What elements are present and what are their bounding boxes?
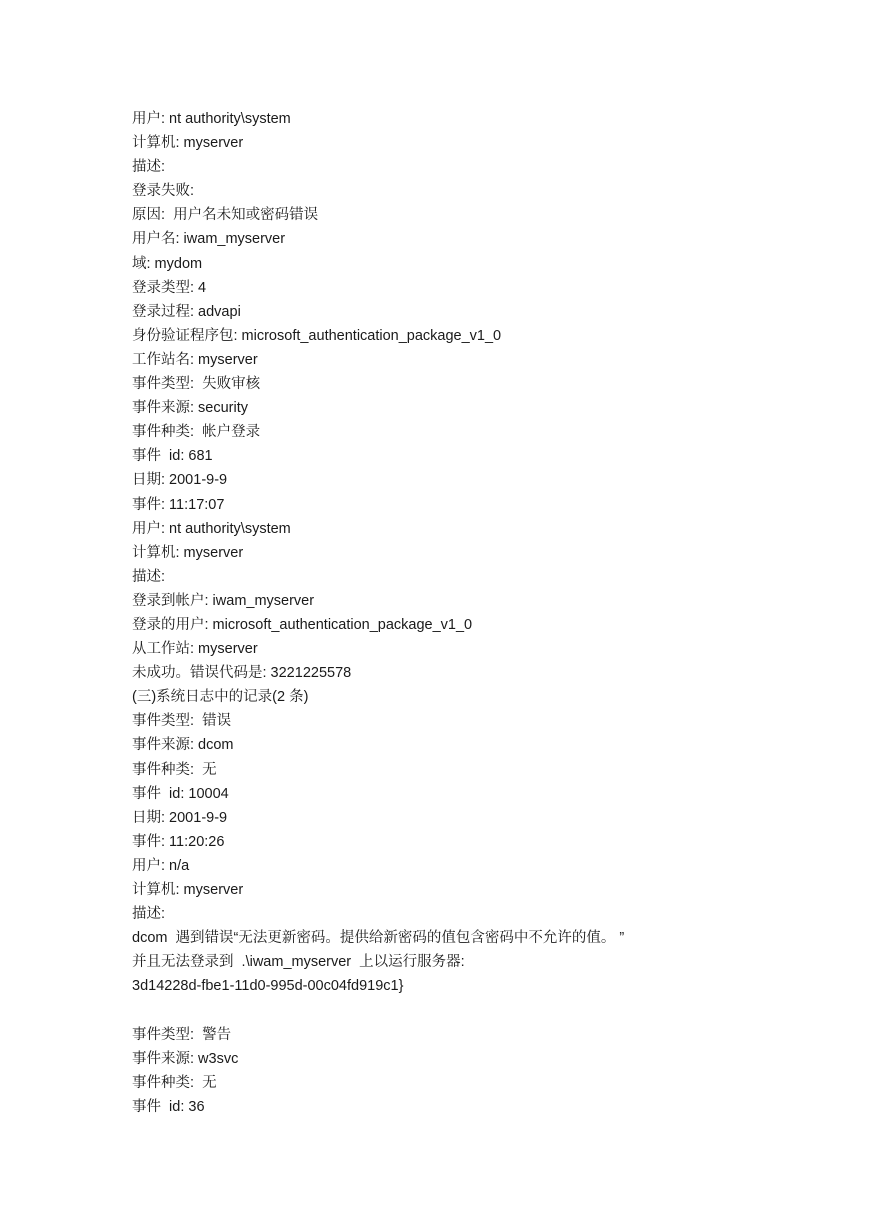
text-line: 事件来源: dcom xyxy=(132,737,234,754)
text-line: 用户名: iwam_myserver xyxy=(132,231,286,248)
section-heading: (三)系统日志中的记录(2 条) xyxy=(132,689,309,706)
text-line: 从工作站: myserver xyxy=(132,641,258,658)
text-line: 用户: nt authority\system xyxy=(132,520,291,537)
text-line: 并且无法登录到 .\iwam_myserver 上以运行服务器: xyxy=(132,954,465,971)
text-line: 未成功。错误代码是: 3221225578 xyxy=(132,665,352,682)
text-line: 事件来源: w3svc xyxy=(132,1050,239,1067)
text-line: 事件来源: security xyxy=(132,400,249,417)
text-line: 事件种类: 无 xyxy=(132,761,217,778)
text-line: 事件种类: 无 xyxy=(132,1074,217,1091)
text-line: 用户: n/a xyxy=(132,857,190,874)
text-line: 事件类型: 警告 xyxy=(132,1026,232,1043)
text-line: 原因: 用户名未知或密码错误 xyxy=(132,207,319,224)
text-line: 事件: 11:20:26 xyxy=(132,833,225,850)
text-line: 事件 id: 10004 xyxy=(132,785,229,802)
text-line: 登录到帐户: iwam_myserver xyxy=(132,592,315,609)
text-line: dcom 遇到错误“无法更新密码。提供给新密码的值包含密码中不允许的值。 ” xyxy=(132,930,625,947)
text-line: 事件 id: 681 xyxy=(132,448,213,465)
text-line: 用户: nt authority\system xyxy=(132,111,291,127)
text-line: 日期: 2001-9-9 xyxy=(132,809,228,826)
text-line: 事件类型: 失败审核 xyxy=(132,376,261,393)
text-line: 登录过程: advapi xyxy=(132,303,241,320)
text-line: 计算机: myserver xyxy=(132,135,244,152)
text-line: 登录失败: xyxy=(132,183,195,200)
text-line: 身份验证程序包: microsoft_authentication_package_v1_0 xyxy=(132,327,502,344)
text-line: 事件类型: 错误 xyxy=(132,713,232,730)
text-line: 工作站名: myserver xyxy=(132,351,258,368)
text-line: 日期: 2001-9-9 xyxy=(132,472,228,489)
document-body xyxy=(132,107,832,1119)
text-line: 计算机: myserver xyxy=(132,544,244,561)
text-line: 登录的用户: microsoft_authentication_package_v1_0 xyxy=(132,616,473,633)
text-line: 描述: xyxy=(132,568,166,585)
text-line: 描述: xyxy=(132,906,166,923)
text-line: 登录类型: 4 xyxy=(132,279,207,296)
text-line: 域: mydom xyxy=(132,255,203,272)
text-line: 3d14228d-fbe1-11d0-995d-00c04fd919c1} xyxy=(132,978,404,995)
text-line: 事件 id: 36 xyxy=(132,1098,205,1115)
text-line: 描述: xyxy=(132,159,166,176)
text-line: 事件: 11:17:07 xyxy=(132,496,225,513)
blank-line xyxy=(132,998,832,1022)
text-line: 事件种类: 帐户登录 xyxy=(132,424,261,441)
text-line: 计算机: myserver xyxy=(132,882,244,898)
